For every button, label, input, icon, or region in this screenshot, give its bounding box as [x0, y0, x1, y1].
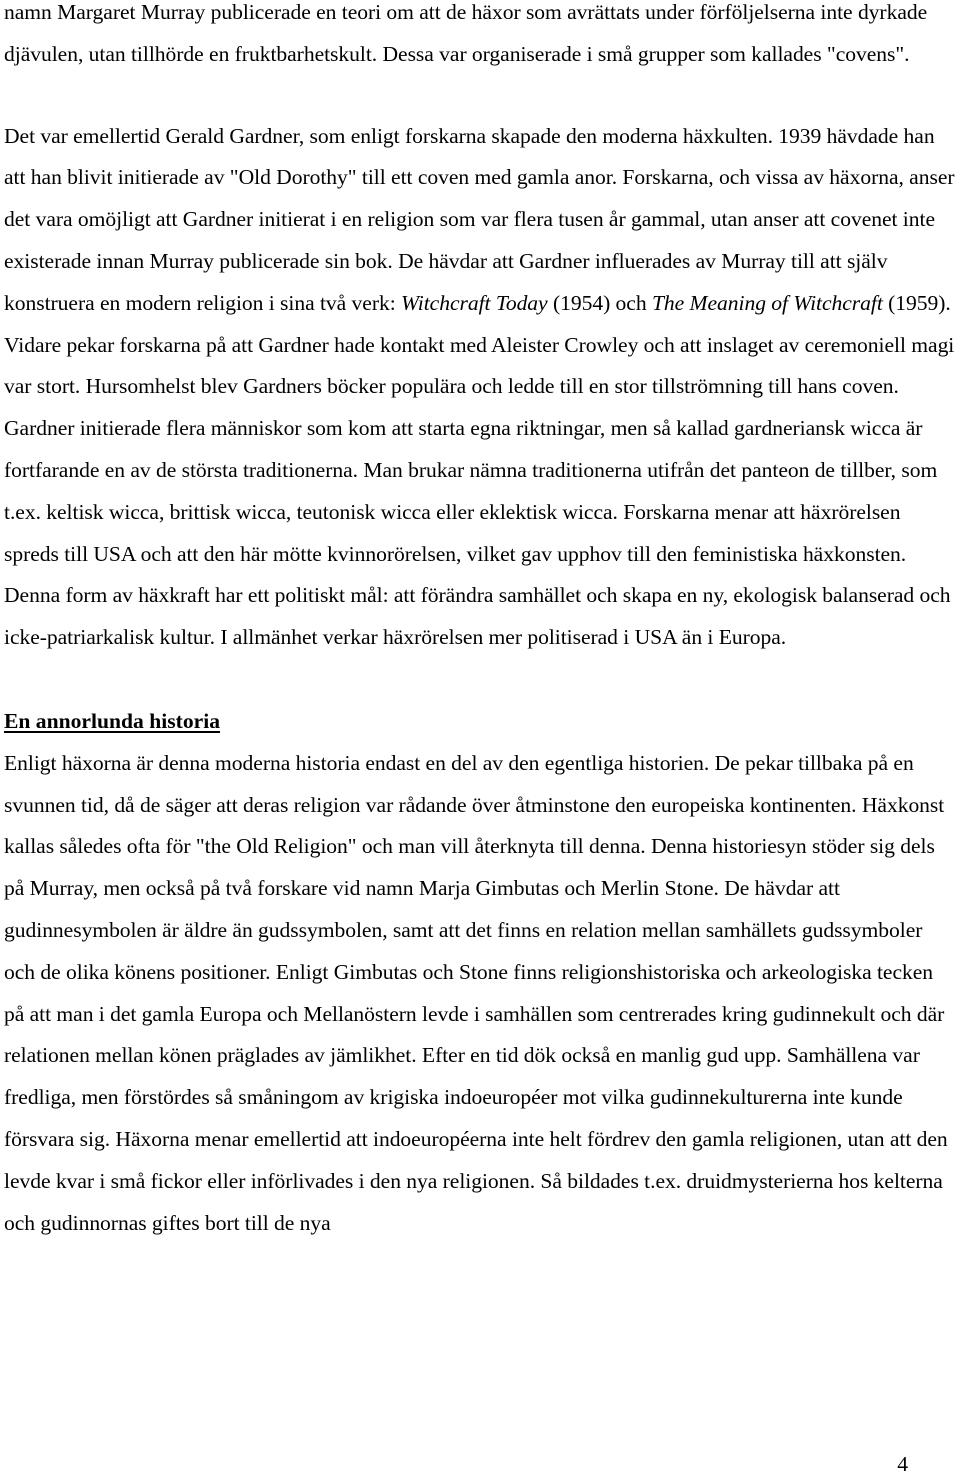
book-title-witchcraft-today: Witchcraft Today [401, 290, 548, 315]
paragraph-gardner [4, 116, 956, 659]
book-title-meaning-of-witchcraft: The Meaning of Witchcraft [651, 290, 883, 315]
paragraph-gardner-text-b: (1954) och [547, 290, 652, 315]
paragraph-gardner-text-a: Det var emellertid Gerald Gardner, som enligt forskarna skapade den moderna häxkulten. 1939 hävdade han att han blivit initierade av "Old Dorothy" till ett coven med gamla anor. Forskarna, och vissa av häxorna, anser det vara omöjligt att Gardner initierat i en religion som var flera tusen år gammal, utan anser att covenet inte existerade innan Murray publicerade sin bok. De hävdar att Gardner influerades av Murray till att själv konstruera en modern religion i sina två verk: [4, 123, 955, 315]
paragraph-murray-theory: namn Margaret Murray publicerade en teori om att de häxor som avrättats under förföljelserna inte dyrkade djävulen, utan tillhörde en fruktbarhetskult. Dessa var organiserade i små grupper som kallades "covens". [4, 0, 928, 66]
section-heading: En annorlunda historia [4, 708, 221, 733]
document-page [4, 0, 956, 1244]
page-number: 4 [897, 1452, 908, 1476]
paragraph-alternative-history: Enligt häxorna är denna moderna historia endast en del av den egentliga historien. De pekar tillbaka på en svunnen tid, då de säger att deras religion var rådande över åtminstone den europeiska kontinenten. Häxkonst kallas således ofta för "the Old Religion" och man vill återknyta till denna. Denna historiesyn stöder sig dels på Murray, men också på två forskare vid namn Marja Gimbutas och Merlin Stone. De hävdar att gudinnesymbolen är äldre än gudssymbolen, samt att det finns en relation mellan samhällets gudssymboler och de olika könens positioner. Enligt Gimbutas och Stone finns religionshistoriska och arkeologiska tecken på att man i det gamla Europa och Mellanöstern levde i samhällen som centrerades kring gudinnekult och där relationen mellan könen präglades av jämlikhet. Efter en tid dök också en manlig gud upp. Samhällena var fredliga, men förstördes så småningom av krigiska indoeuropéer mot vilka gudinnekulturerna inte kunde försvara sig. Häxorna menar emellertid att indoeuropéerna inte helt fördrev den gamla religionen, utan att den levde kvar i små fickor eller införlivades i den nya religionen. Så bildades t.ex. druidmysterierna hos kelterna och gudinnornas giftes bort till de nya [4, 750, 948, 1235]
paragraph-gardner-text-c: (1959). Vidare pekar forskarna på att Gardner hade kontakt med Aleister Crowley och att inslaget av ceremoniell magi var stort. Hursomhelst blev Gardners böcker populära och ledde till en stor tillströmning till hans coven. Gardner initierade flera människor som kom att starta egna riktningar, men så kallad gardneriansk wicca är fortfarande en av de största traditionerna. Man brukar nämna traditionerna utifrån det panteon de tillber, som t.ex. keltisk wicca, brittisk wicca, teutonisk wicca eller eklektisk wicca. Forskarna menar att häxrörelsen spreds till USA och att den här mötte kvinnorörelsen, vilket gav upphov till den feministiska häxkonsten. Denna form av häxkraft har ett politiskt mål: att förändra samhället och skapa en ny, ekologisk balanserad och icke-patriarkalisk kultur. I allmänhet verkar häxrörelsen mer politiserad i USA än i Europa. [4, 290, 955, 650]
